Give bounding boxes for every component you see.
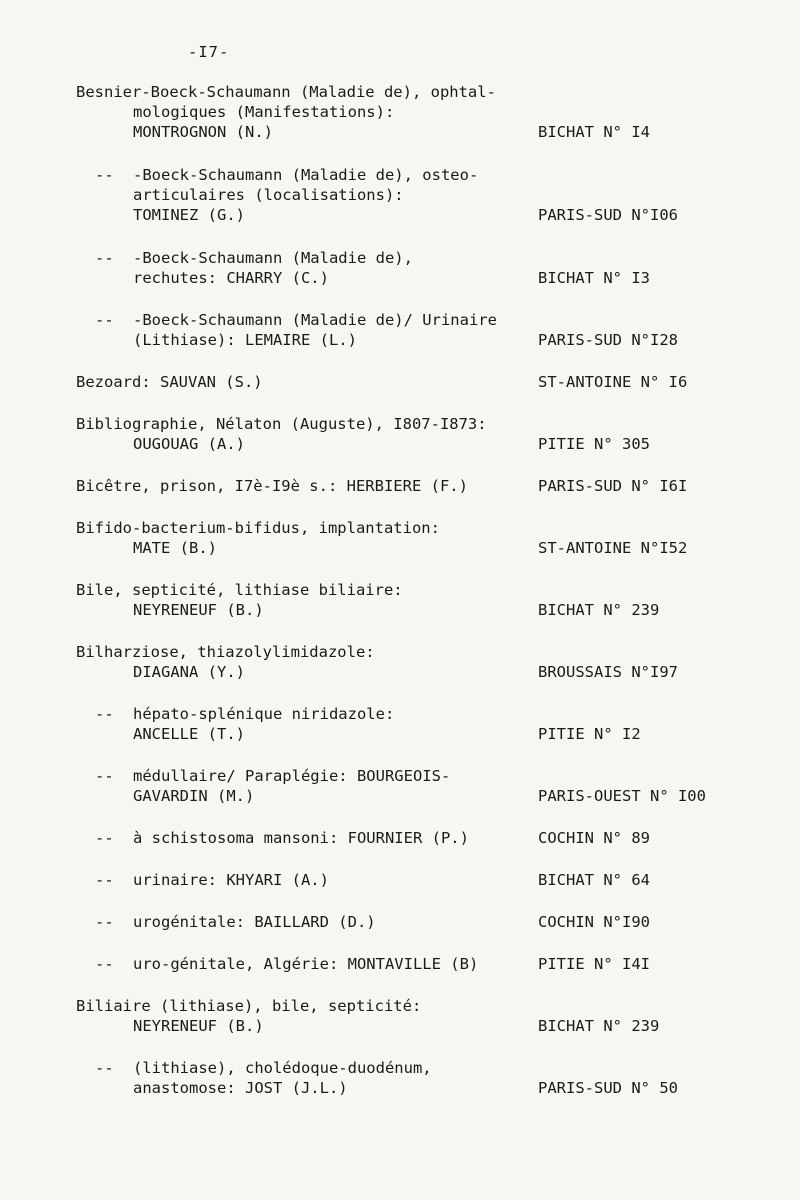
entry-line: articulaires (localisations): — [133, 186, 404, 204]
entry-line: (Lithiase): LEMAIRE (L.) — [133, 331, 357, 349]
thesis-reference: PITIE N° 305 — [538, 435, 650, 453]
entry-line: GAVARDIN (M.) — [133, 787, 255, 805]
continuation-dash: -- — [95, 767, 114, 785]
entry-line: Bezoard: SAUVAN (S.) — [76, 373, 263, 391]
entry-line: Biliaire (lithiase), bile, septicité: — [76, 997, 422, 1015]
thesis-reference: ST-ANTOINE N°I52 — [538, 539, 688, 557]
entry-line: mologiques (Manifestations): — [133, 103, 395, 121]
entry-line: urinaire: KHYARI (A.) — [133, 871, 329, 889]
continuation-dash: -- — [95, 1059, 114, 1077]
entry-line: Bilharziose, thiazolylimidazole: — [76, 643, 375, 661]
continuation-dash: -- — [95, 955, 114, 973]
thesis-reference: COCHIN N°I90 — [538, 913, 650, 931]
continuation-dash: -- — [95, 829, 114, 847]
thesis-reference: PARIS-SUD N°I06 — [538, 206, 678, 224]
entry-line: NEYRENEUF (B.) — [133, 601, 264, 619]
thesis-reference: BICHAT N° I3 — [538, 269, 650, 287]
continuation-dash: -- — [95, 166, 114, 184]
page-number: -I7- — [188, 43, 230, 61]
thesis-reference: PITIE N° I4I — [538, 955, 650, 973]
entry-line: MONTROGNON (N.) — [133, 123, 273, 141]
entry-line: Besnier-Boeck-Schaumann (Maladie de), ophtal- — [76, 83, 496, 101]
entry-line: -Boeck-Schaumann (Maladie de), osteo- — [133, 166, 479, 184]
thesis-reference: BICHAT N° 239 — [538, 601, 660, 619]
entry-line: OUGOUAG (A.) — [133, 435, 245, 453]
entry-line: uro-génitale, Algérie: MONTAVILLE (B) — [133, 955, 479, 973]
thesis-reference: PITIE N° I2 — [538, 725, 641, 743]
continuation-dash: -- — [95, 249, 114, 267]
thesis-reference: BICHAT N° 64 — [538, 871, 650, 889]
entry-line: à schistosoma mansoni: FOURNIER (P.) — [133, 829, 469, 847]
entry-line: hépato-splénique niridazole: — [133, 705, 395, 723]
entry-line: NEYRENEUF (B.) — [133, 1017, 264, 1035]
entry-line: DIAGANA (Y.) — [133, 663, 245, 681]
entry-line: ANCELLE (T.) — [133, 725, 245, 743]
thesis-reference: BICHAT N° 239 — [538, 1017, 660, 1035]
continuation-dash: -- — [95, 705, 114, 723]
thesis-reference: COCHIN N° 89 — [538, 829, 650, 847]
entry-line: -Boeck-Schaumann (Maladie de)/ Urinaire — [133, 311, 497, 329]
entry-line: rechutes: CHARRY (C.) — [133, 269, 329, 287]
continuation-dash: -- — [95, 311, 114, 329]
continuation-dash: -- — [95, 871, 114, 889]
thesis-reference: ST-ANTOINE N° I6 — [538, 373, 688, 391]
entry-line: MATE (B.) — [133, 539, 217, 557]
entry-line: Bicêtre, prison, I7è-I9è s.: HERBIERE (F.) — [76, 477, 468, 495]
entry-line: Bibliographie, Nélaton (Auguste), I807-I873: — [76, 415, 487, 433]
continuation-dash: -- — [95, 913, 114, 931]
entry-line: Bile, septicité, lithiase biliaire: — [76, 581, 403, 599]
entry-line: (lithiase), cholédoque-duodénum, — [133, 1059, 432, 1077]
thesis-reference: BROUSSAIS N°I97 — [538, 663, 678, 681]
entry-line: anastomose: JOST (J.L.) — [133, 1079, 348, 1097]
entry-line: médullaire/ Paraplégie: BOURGEOIS- — [133, 767, 451, 785]
thesis-reference: BICHAT N° I4 — [538, 123, 650, 141]
entry-line: -Boeck-Schaumann (Maladie de), — [133, 249, 413, 267]
thesis-reference: PARIS-SUD N°I28 — [538, 331, 678, 349]
entry-line: urogénitale: BAILLARD (D.) — [133, 913, 376, 931]
entry-line: TOMINEZ (G.) — [133, 206, 245, 224]
entry-line: Bifido-bacterium-bifidus, implantation: — [76, 519, 440, 537]
thesis-reference: PARIS-SUD N° I6I — [538, 477, 688, 495]
thesis-reference: PARIS-SUD N° 50 — [538, 1079, 678, 1097]
thesis-reference: PARIS-OUEST N° I00 — [538, 787, 706, 805]
